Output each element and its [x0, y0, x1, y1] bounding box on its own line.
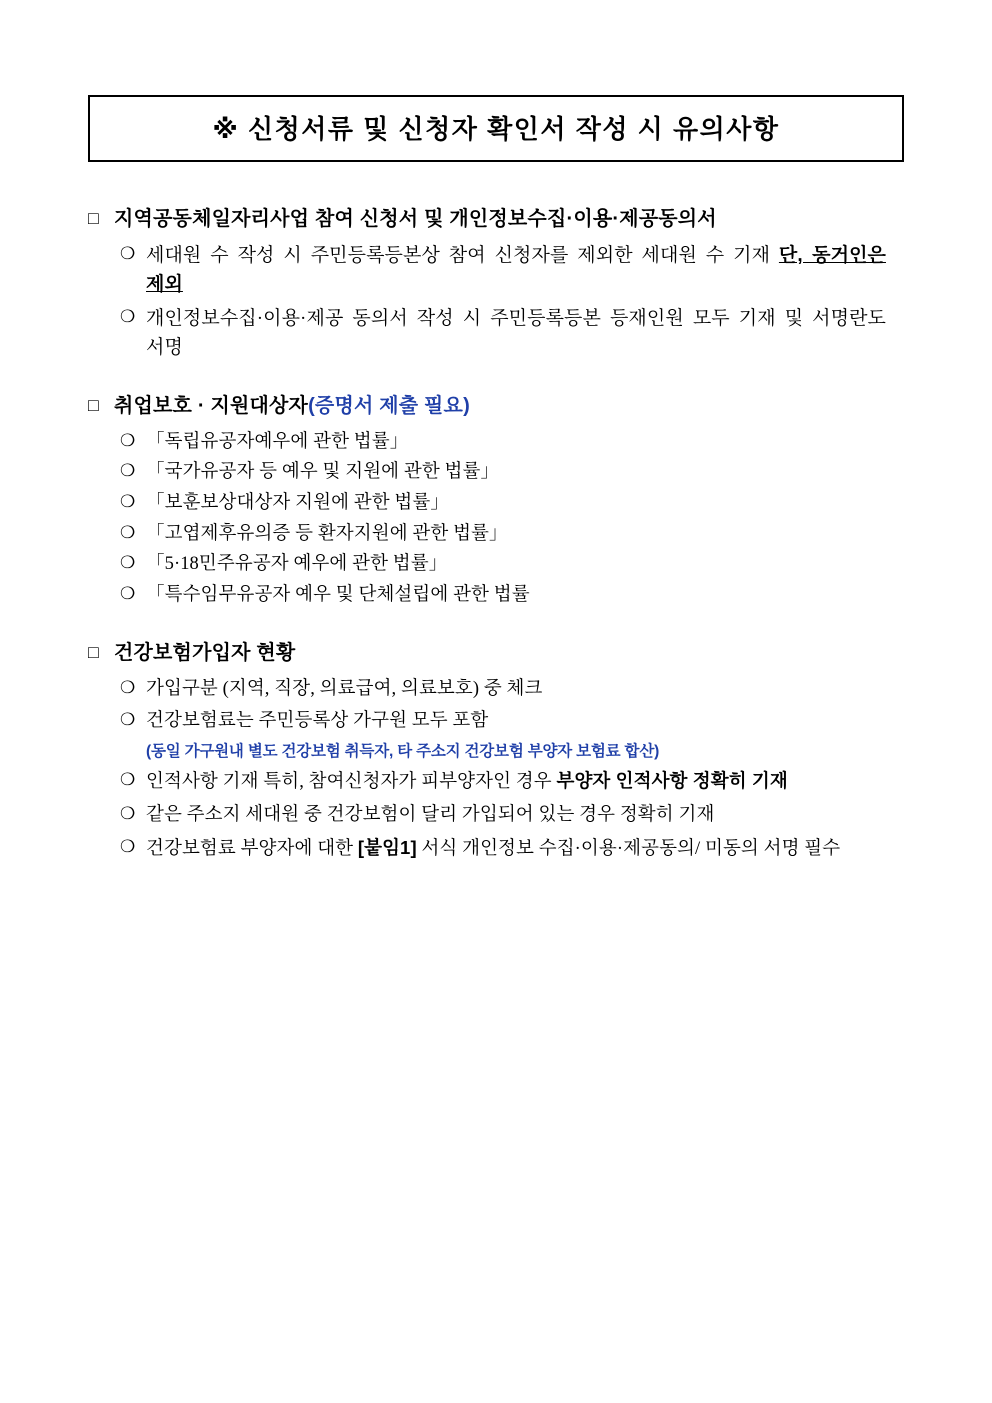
list-item-text-post: 서식 개인정보 수집·이용·제공동의/ 미동의 서명 필수 — [416, 838, 841, 859]
list-item — [88, 767, 904, 797]
square-bullet-icon: □ — [88, 208, 100, 228]
list-item-text: 건강보험료는 주민등록상 가구원 모두 포함 — [146, 711, 489, 732]
list-item — [88, 241, 904, 300]
circle-bullet-icon: ❍ — [120, 244, 136, 263]
list-item-text: 「독립유공자예우에 관한 법률」 — [146, 431, 409, 452]
circle-bullet-icon: ❍ — [120, 770, 136, 790]
circle-bullet-icon: ❍ — [120, 492, 136, 512]
list-item-text: 「국가유공자 등 예우 및 지원에 관한 법률」 — [146, 462, 500, 483]
title-box — [88, 95, 904, 162]
list-item — [88, 801, 904, 830]
circle-bullet-icon: ❍ — [120, 677, 136, 697]
circle-bullet-icon: ❍ — [120, 710, 136, 730]
circle-bullet-icon: ❍ — [120, 584, 136, 604]
circle-bullet-icon: ❍ — [120, 522, 136, 542]
list-item — [88, 834, 904, 864]
list-item-text-emphasis: 단, 동거인은 제외 — [146, 245, 886, 296]
list-item — [88, 489, 904, 518]
section-title-main: 취업보호 · 지원대상자 — [114, 394, 309, 417]
list-item-text-pre: 건강보험료 부양자에 대한 — [146, 838, 358, 859]
section-heading — [88, 393, 904, 420]
list-item-text-emphasis: [붙임1] — [357, 836, 417, 858]
circle-bullet-icon: ❍ — [120, 836, 136, 856]
list-item-text — [146, 241, 886, 300]
list-item-text-emphasis: 부양자 인적사항 정확히 기재 — [556, 770, 788, 792]
page-title: ※ 신청서류 및 신청자 확인서 작성 시 유의사항 — [212, 114, 780, 144]
list-item-text: 「고엽제후유의증 등 환자지원에 관한 법률」 — [146, 523, 508, 544]
list-item — [88, 304, 904, 363]
section-title: 지역공동체일자리사업 참여 신청서 및 개인정보수집·이용·제공동의서 — [114, 208, 717, 230]
list-item — [88, 520, 904, 549]
list-item-text: 같은 주소지 세대원 중 건강보험이 달리 가입되어 있는 경우 정확히 기재 — [146, 805, 715, 826]
list-item-text: 개인정보수집·이용·제공 동의서 작성 시 주민등록등본 등재인원 모두 기재 및 서명란도 서명 — [146, 307, 886, 359]
circle-bullet-icon: ❍ — [120, 804, 136, 824]
list-item-text-pre: 세대원 수 작성 시 주민등록등본상 참여 신청자를 제외한 세대원 수 기재 — [146, 245, 779, 266]
section-heading — [88, 206, 904, 233]
list-item — [88, 458, 904, 487]
circle-bullet-icon: ❍ — [120, 306, 136, 326]
list-item-text: 「5·18민주유공자 예우에 관한 법률」 — [146, 554, 448, 575]
list-item — [88, 428, 904, 457]
health-insurance-note: (동일 가구원내 별도 건강보험 취득자, 타 주소지 건강보험 부양자 보험료 합산) — [146, 743, 660, 761]
list-item — [88, 707, 904, 736]
section-heading — [88, 640, 904, 667]
list-item — [88, 581, 904, 610]
list-item-text: 「특수임무유공자 예우 및 단체설립에 관한 법률 — [146, 585, 530, 606]
square-bullet-icon: □ — [88, 641, 100, 662]
list-item — [88, 550, 904, 579]
section-employment-protection — [88, 393, 904, 610]
list-item-text — [146, 767, 788, 797]
section-title — [114, 393, 470, 420]
list-item — [88, 675, 904, 704]
list-item-text: 「보훈보상대상자 지원에 관한 법률」 — [146, 493, 449, 514]
section-application-forms — [88, 206, 904, 363]
square-bullet-icon: □ — [88, 394, 100, 415]
section-title: 건강보험가입자 현황 — [114, 641, 296, 664]
circle-bullet-icon: ❍ — [120, 553, 136, 573]
circle-bullet-icon: ❍ — [120, 430, 136, 450]
circle-bullet-icon: ❍ — [120, 461, 136, 481]
section-health-insurance — [88, 640, 904, 864]
list-item-text: 가입구분 (지역, 직장, 의료급여, 의료보호) 중 체크 — [146, 678, 543, 699]
list-item-text — [146, 834, 840, 864]
section-title-accent: (증명서 제출 필요) — [308, 394, 470, 417]
list-item-text-pre: 인적사항 기재 특히, 참여신청자가 피부양자인 경우 — [146, 772, 557, 793]
